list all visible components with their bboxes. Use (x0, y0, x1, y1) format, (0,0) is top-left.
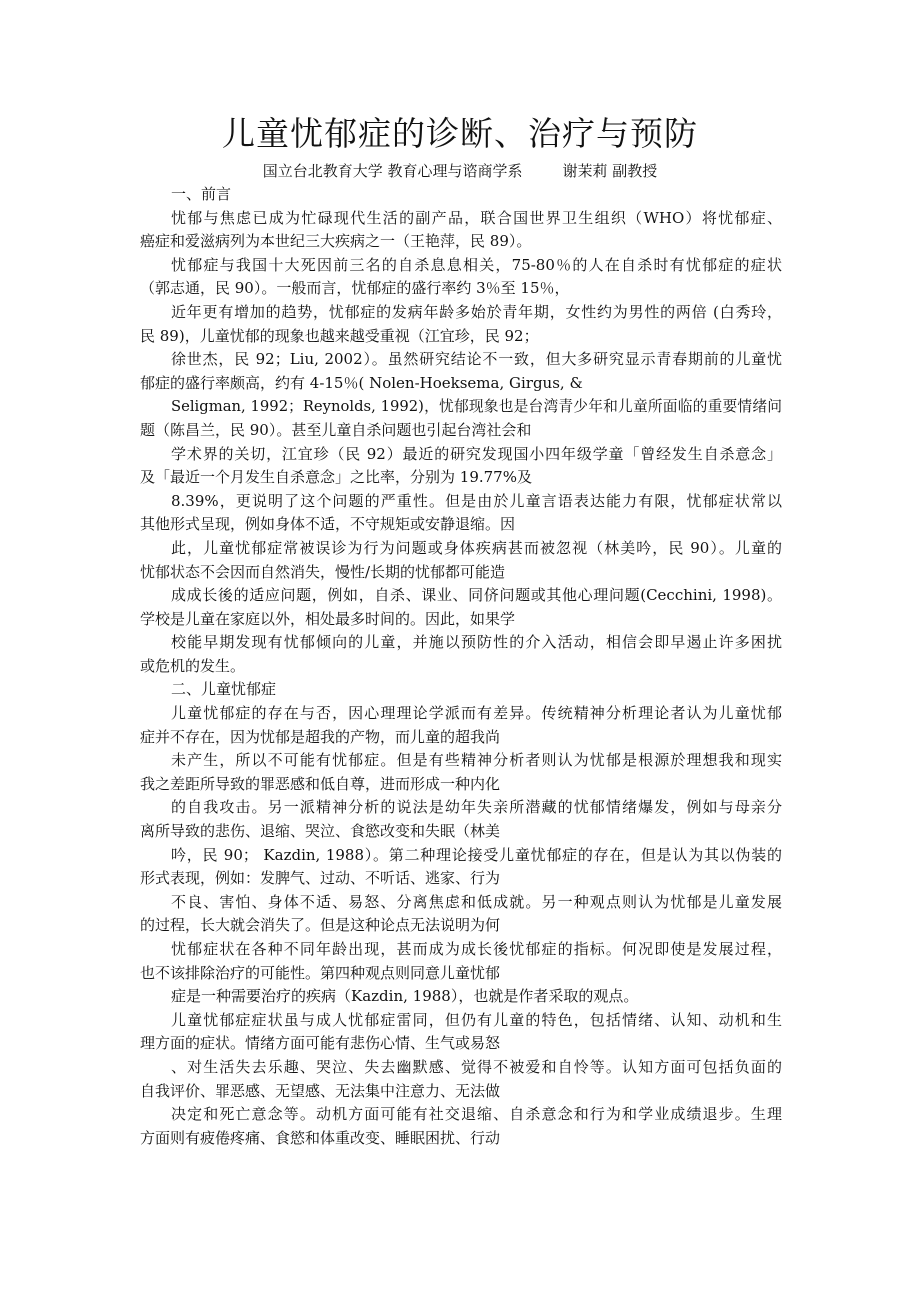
paragraph-line-end: 其他形式呈现，例如身体不适，不守规矩或安静退缩。因 (140, 515, 516, 534)
paragraph-line: 近年更有增加的趋势，忧郁症的发病年龄多始於青年期，女性约为男性的两倍 (白秀玲， (171, 302, 782, 321)
paragraph-line-end: 郁症的盛行率颇高，约有 4-15％( Nolen-Hoeksema, Girgus, & (140, 373, 583, 392)
paragraph-line-end: 形式表现，例如：发脾气、过动、不听话、逃家、行为 (140, 869, 501, 888)
paragraph-line-end: 二、儿童忧郁症 (171, 680, 277, 699)
paragraph-line: 校能早期发现有忧郁倾向的儿童，并施以预防性的介入活动，相信会即早遏止许多困扰 (171, 633, 782, 652)
paragraph-line: 不良、害怕、身体不适、易怒、分离焦虑和低成就。另一种观点则认为忧郁是儿童发展 (171, 892, 782, 911)
paragraph-line: 学术界的关切，江宜珍（民 92）最近的研究发现国小四年级学童「曾经发生自杀意念」 (171, 444, 782, 463)
paragraph-line: 成成长後的适应问题，例如，自杀、课业、同侪问题或其他心理问题(Cecchini, 1998)。 (171, 586, 782, 605)
document-byline (0, 160, 920, 182)
paragraph-line-end: 的过程，长大就会消失了。但是这种论点无法说明为何 (140, 916, 501, 935)
paragraph-line-end: 忧郁状态不会因而自然消失，慢性/长期的忧郁都可能造 (140, 562, 506, 581)
paragraph-line-end: 一、前言 (171, 185, 232, 203)
paragraph-line: 吟，民 90； Kazdin, 1988）。第二种理论接受儿童忧郁症的存在，但是认为其以伪装的 (171, 845, 782, 864)
paragraph-line-end: 或危机的发生。 (140, 656, 246, 675)
paragraph-line: Seligman, 1992；Reynolds, 1992)，忧郁现象也是台湾青少年和儿童所面临的重要情绪问 (171, 398, 782, 416)
document-body (140, 183, 782, 1150)
author-name: 谢茉莉 副教授 (562, 162, 658, 180)
paragraph-line-end: 症是一种需要治疗的疾病（Kazdin, 1988），也就是作者采取的观点。 (171, 987, 639, 1006)
paragraph-line: 儿童忧郁症的存在与否，因心理理论学派而有差异。传统精神分析理论者认为儿童忧郁 (171, 704, 782, 723)
paragraph-line-end: 症并不存在，因为忧郁是超我的产物，而儿童的超我尚 (140, 727, 501, 746)
paragraph-line: 忧郁症与我国十大死因前三名的自杀息息相关，75-80％的人在自杀时有忧郁症的症状 (171, 255, 782, 274)
paragraph-line: 决定和死亡意念等。动机方面可能有社交退缩、自杀意念和行为和学业成绩退步。生理 (171, 1105, 782, 1124)
paragraph-line-end: 学校是儿童在家庭以外，相处最多时间的。因此，如果学 (140, 609, 516, 628)
document-title: 儿童忧郁症的诊断、治疗与预防 (222, 114, 698, 153)
paragraph-line-end: 民 89)，儿童忧郁的现象也越来越受重视（江宜珍，民 92； (140, 326, 539, 345)
paragraph-line-end: 题（陈昌兰，民 90）。甚至儿童自杀问题也引起台湾社会和 (140, 420, 532, 439)
paragraph-line: 忧郁与焦虑已成为忙碌现代生活的副产品，联合国世界卫生组织（WHO）将忧郁症、 (171, 208, 782, 227)
paragraph-line-end: 方面则有疲倦疼痛、食慾和体重改变、睡眠困扰、行动 (140, 1128, 501, 1147)
paragraph-line: 儿童忧郁症症状虽与成人忧郁症雷同，但仍有儿童的特色，包括情绪、认知、动机和生 (171, 1010, 782, 1029)
paragraph-line-end: （郭志通，民 90）。一般而言，忧郁症的盛行率约 3％至 15％， (140, 279, 570, 298)
paragraph-line-end: 自我评价、罪恶感、无望感、无法集中注意力、无法做 (140, 1081, 501, 1100)
paragraph-line-end: 癌症和爱滋病列为本世纪三大疾病之一（王艳萍，民 89）。 (140, 232, 532, 251)
author-affiliation: 国立台北教育大学 教育心理与谘商学系 (262, 162, 523, 180)
paragraph-line-end: 理方面的症状。情绪方面可能有悲伤心情、生气或易怒 (140, 1034, 501, 1053)
paragraph-line-end: 也不该排除治疗的可能性。第四种观点则同意儿童忧郁 (140, 963, 501, 982)
paragraph-line-end: 我之差距所导致的罪恶感和低自尊，进而形成一种内化 (140, 774, 501, 793)
paragraph-line-end: 离所导致的悲伤、退缩、哭泣、食慾改变和失眠（林美 (140, 822, 501, 841)
paragraph-line: 的自我攻击。另一派精神分析的说法是幼年失亲所潜藏的忧郁情绪爆发，例如与母亲分 (171, 798, 782, 817)
paragraph-line: 8.39%，更说明了这个问题的严重性。但是由於儿童言语表达能力有限，忧郁症状常以 (171, 491, 782, 510)
paragraph-line: 、对生活失去乐趣、哭泣、失去幽默感、觉得不被爱和自怜等。认知方面可包括负面的 (171, 1057, 782, 1076)
paragraph-line: 忧郁症状在各种不同年龄出现，甚而成为成长後忧郁症的指标。何况即使是发展过程， (171, 940, 782, 958)
paragraph-line-end: 及「最近一个月发生自杀意念」之比率，分别为 19.77%及 (140, 468, 532, 487)
paragraph-line: 徐世杰，民 92；Liu, 2002）。虽然研究结论不一致，但大多研究显示青春期前的儿童忧 (171, 350, 782, 369)
paragraph-line: 此，儿童忧郁症常被误诊为行为问题或身体疾病甚而被忽视（林美吟，民 90）。儿童的 (171, 538, 782, 557)
paragraph-line: 未产生，所以不可能有忧郁症。但是有些精神分析者则认为忧郁是根源於理想我和现实 (171, 751, 782, 770)
